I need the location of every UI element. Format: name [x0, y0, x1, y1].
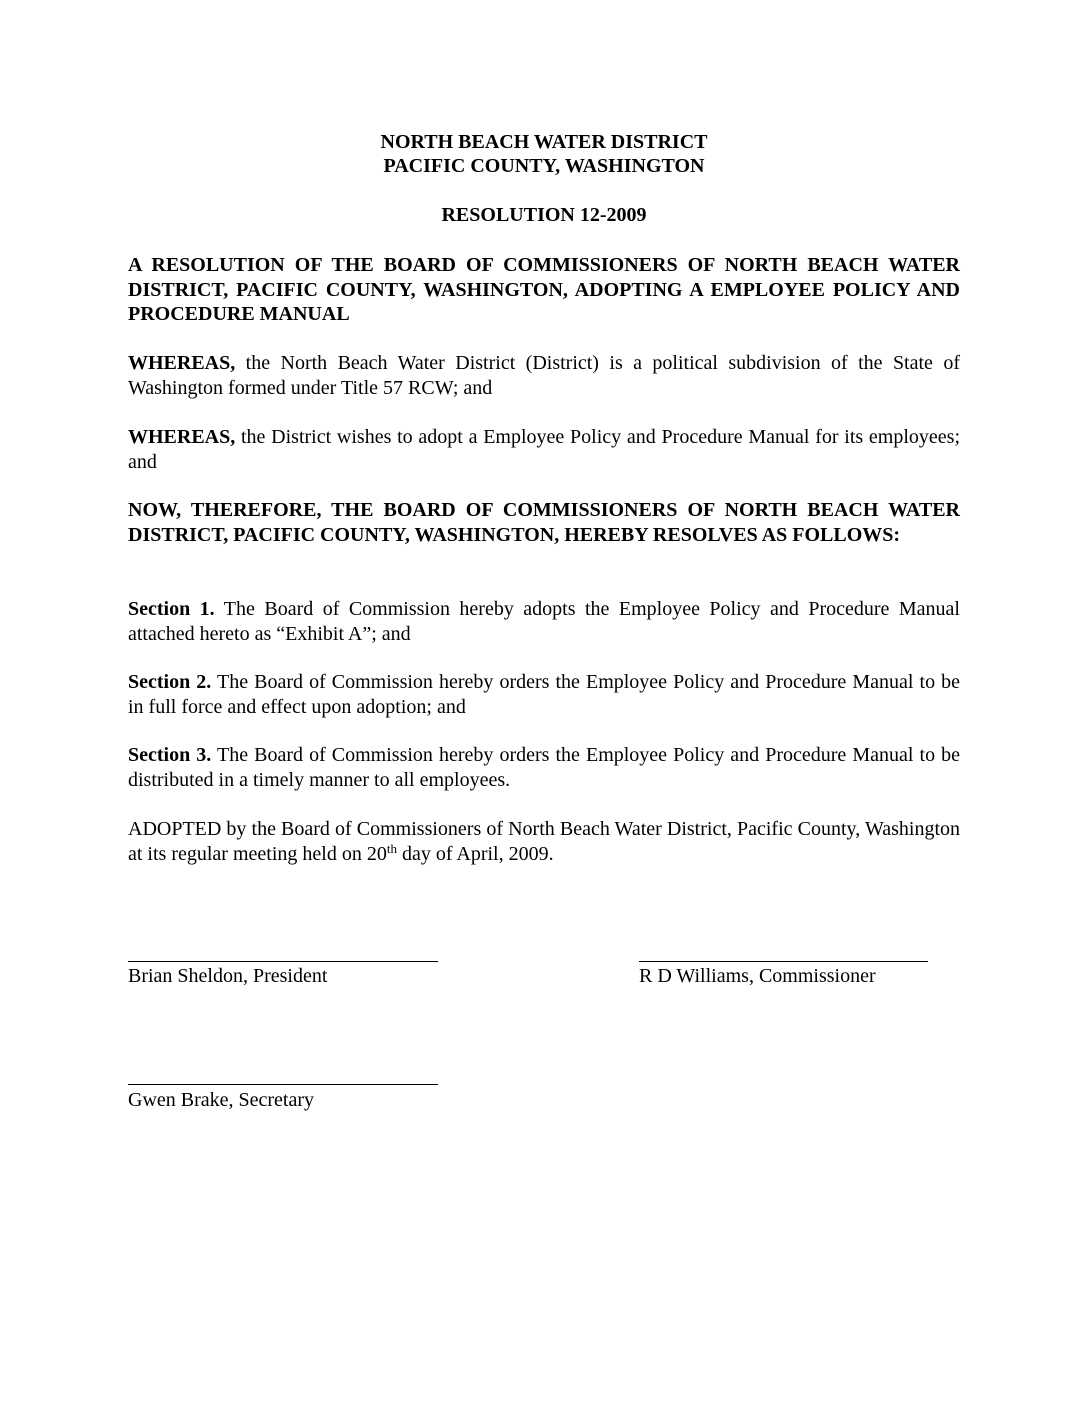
whereas-clause-1 — [128, 351, 960, 400]
section-text: The Board of Commission hereby orders the Employee Policy and Procedure Manual to be distributed in a timely manner to all employees. — [128, 744, 961, 791]
whereas-lead: WHEREAS, — [128, 426, 236, 448]
county-name: PACIFIC COUNTY, WASHINGTON — [383, 155, 705, 177]
president-signature-name: Brian Sheldon, President — [128, 965, 328, 987]
section-lead: Section 3. — [128, 744, 212, 766]
secretary-signature-line — [128, 1084, 438, 1085]
resolution-title: A RESOLUTION OF THE BOARD OF COMMISSIONERS OF NORTH BEACH WATER DISTRICT, PACIFIC COUNTY, WASHINGTON, ADOPTING A EMPLOYEE POLICY AND PROCEDURE MANUAL — [128, 254, 960, 325]
section-text: The Board of Commission hereby adopts the Employee Policy and Procedure Manual attached hereto as “Exhibit A”; and — [128, 598, 960, 645]
resolves-clause: NOW, THEREFORE, THE BOARD OF COMMISSIONERS OF NORTH BEACH WATER DISTRICT, PACIFIC COUNTY, WASHINGTON, HEREBY RESOLVES AS FOLLOWS: — [128, 499, 960, 546]
whereas-text: the District wishes to adopt a Employee Policy and Procedure Manual for its employees; and — [128, 426, 960, 473]
commissioner-signature-name: R D Williams, Commissioner — [639, 965, 876, 987]
section-1 — [128, 597, 960, 646]
whereas-lead: WHEREAS, — [128, 352, 236, 374]
district-name: NORTH BEACH WATER DISTRICT — [380, 131, 708, 153]
whereas-clause-2 — [128, 425, 960, 474]
section-lead: Section 1. — [128, 598, 215, 620]
section-lead: Section 2. — [128, 671, 212, 693]
secretary-signature-name: Gwen Brake, Secretary — [128, 1089, 315, 1111]
section-text: The Board of Commission hereby orders the Employee Policy and Procedure Manual to be in full force and effect upon adoption; and — [128, 671, 961, 718]
adoption-date-text: day of April, 2009. — [396, 842, 554, 865]
ordinal-suffix: th — [386, 840, 397, 856]
president-signature-line — [128, 961, 438, 962]
commissioner-signature-line — [639, 961, 928, 962]
whereas-text: the North Beach Water District (District) is a political subdivision of the State of Washington formed under Title 57 RCW; and — [128, 352, 960, 399]
resolution-number: RESOLUTION 12-2009 — [441, 204, 647, 226]
adoption-statement — [128, 817, 960, 866]
section-3 — [128, 743, 960, 792]
section-2 — [128, 670, 960, 719]
adoption-text: ADOPTED by the Board of Commissioners of North Beach Water District, Pacific County, Washington at its regular meeting held on 20 — [128, 818, 960, 865]
